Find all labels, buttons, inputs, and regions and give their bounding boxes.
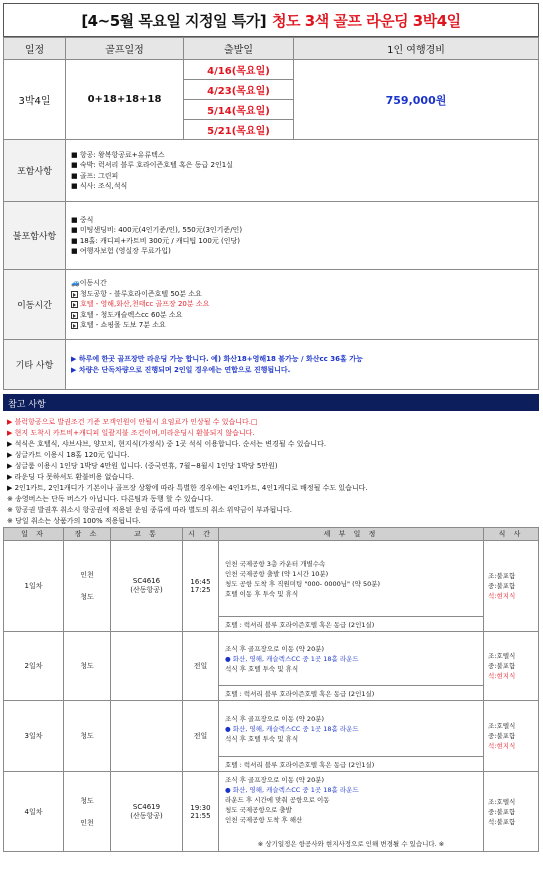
itin-meal: 조:호텔식 — [488, 797, 516, 806]
itin-hotel: 호텔 : 럭셔리 블루 호라이즌호텔 혹은 동급 (2인1실) — [219, 757, 484, 772]
departure-date: 5/21(목요일) — [184, 120, 294, 140]
title-prefix: [4~5월 목요일 지정일 특가] — [81, 11, 267, 30]
itin-meal: 석:현지식 — [488, 592, 516, 600]
itin-transport — [111, 632, 183, 701]
note-item: ▶ 석식은 호텔식, 샤브샤브, 양꼬치, 현지식(가정식) 중 1곳 석식 이용합니다. 순서는 변경될 수 있습니다. — [7, 440, 327, 448]
itinerary-table — [3, 527, 539, 852]
header-price: 1인 여행경비 — [294, 38, 539, 60]
itin-place-name: 청도 — [80, 732, 94, 740]
itinerary-row — [4, 701, 539, 757]
itin-time-value: 전일 — [193, 732, 208, 740]
itin-time — [183, 541, 219, 632]
departure-date: 4/16(목요일) — [184, 60, 294, 80]
itin-meal: 조:호텔식 — [488, 722, 516, 730]
itin-header-transport: 교 통 — [111, 528, 183, 541]
itin-place-name: 인천 — [80, 818, 94, 827]
itin-detail-line: 석식 후 호텔 투숙 및 휴식 — [225, 664, 299, 673]
itin-place — [64, 772, 111, 852]
golf-schedule: 0+18+18+18 — [66, 60, 184, 140]
itin-meal: 조:불포함 — [488, 572, 516, 580]
itin-header-detail: 세 부 일 정 — [219, 528, 484, 541]
excluded-item: ■ 중식 — [71, 215, 94, 224]
included-item: ■ 골프: 그린피 — [71, 171, 119, 180]
itin-meal: 석:현지식 — [488, 742, 516, 750]
itinerary-row — [4, 772, 539, 852]
itin-time-value: 21:55 — [190, 811, 211, 820]
page-title — [3, 3, 539, 37]
itin-place-name: 인천 — [80, 571, 94, 579]
itinerary-page — [3, 3, 539, 852]
other-item: ▶ 하루에 한곳 골프장만 라운딩 가능 합니다. 예) 화산18+영해18 불가능 / 화산cc 36홀 가능 — [71, 355, 363, 363]
included-item: ■ 항공: 왕복항공료+유류텍스 — [71, 150, 165, 159]
play-icon — [71, 322, 78, 329]
transport-content — [66, 270, 539, 340]
price: 759,000원 — [294, 60, 539, 140]
itin-place — [64, 701, 111, 772]
itin-place-name: 청도 — [80, 593, 94, 601]
header-schedule: 일정 — [4, 38, 66, 60]
itin-time-value: 17:25 — [190, 586, 211, 594]
itin-detail-line: ● 화산, 영해, 캐슬렉스CC 중 1곳 18홀 라운드 — [225, 724, 359, 733]
itin-detail-line: 조식 후 골프장으로 이동 (약 20분) — [225, 775, 325, 784]
itin-place-name: 청도 — [80, 662, 94, 670]
itin-detail-line: ● 화산, 영해, 캐슬렉스CC 중 1곳 18홀 라운드 — [225, 654, 359, 663]
itin-detail-line: 조식 후 골프장으로 이동 (약 20분) — [225, 644, 325, 653]
itin-hotel: 호텔 : 럭셔리 블루 호라이즌호텔 혹은 동급 (2인1실) — [219, 686, 484, 701]
other-label: 기타 사항 — [4, 340, 66, 390]
note-item: ※ 송영버스는 단독 버스가 아닙니다. 다른팀과 동행 할 수 있습니다. — [7, 495, 214, 503]
itin-meal: 중:불포함 — [488, 662, 516, 670]
other-content — [66, 340, 539, 390]
itin-meals — [484, 541, 539, 632]
excluded-item: ■ 18홀: 캐디피+카트비 300元 / 캐디팁 100元 (인당) — [71, 236, 241, 245]
departure-date: 4/23(목요일) — [184, 80, 294, 100]
itin-hotel: 호텔 : 럭셔리 블루 호라이즌호텔 혹은 동급 (2인1실) — [219, 617, 484, 632]
note-item: ※ 항공권 발권후 취소시 항공권에 적용된 운임 종류에 따라 별도의 취소 위약금이 부과됩니다. — [7, 506, 292, 514]
itinerary-footnote: ※ 상기일정은 항공사와 현지사정으로 인해 변경될 수 있습니다. ※ — [257, 839, 445, 848]
duration: 3박4일 — [4, 60, 66, 140]
itin-detail-line: 인천 국제공항 3층 카운터 개별수속 — [225, 559, 326, 568]
included-item: ■ 식사: 조식,석식 — [71, 182, 128, 190]
included-content — [66, 140, 539, 202]
itin-flight: SC4619 — [132, 802, 161, 811]
itin-header-meal: 식 사 — [484, 528, 539, 541]
itin-meals — [484, 701, 539, 772]
transport-heading: 🚙이동시간 — [71, 279, 107, 288]
itin-place — [64, 541, 111, 632]
included-label: 포함사항 — [4, 140, 66, 202]
itin-flight: SC4616 — [132, 577, 161, 585]
itin-day: 2일차 — [4, 632, 64, 701]
title-highlight: 청도 3색 골프 라운딩 3박4일 — [272, 11, 461, 30]
itin-meal: 조:호텔식 — [488, 652, 516, 660]
itin-detail-line: 청도 공항 도착 후 직원미팅 "000- 0000님" (약 50분) — [225, 579, 381, 588]
other-item: ▶ 차량은 단독차량으로 진행되며 2인일 경우에는 연합으로 진행됩니다. — [71, 365, 291, 374]
play-icon — [71, 291, 78, 298]
itin-meal: 중:불포함 — [488, 732, 516, 740]
excluded-item: ■ 여행자보험 (영실장 무료가입) — [71, 247, 171, 255]
note-item: ▶ 라운딩 다 못하셔도 환불비용 없습니다. — [7, 473, 134, 481]
included-item: ■ 숙박: 럭셔리 블루 호라이즌호텔 혹은 동급 2인1실 — [71, 161, 233, 169]
header-departure: 출발일 — [184, 38, 294, 60]
note-item: ▶ 싱글룸 이용시 1인당 1박당 4만원 입니다. (중국연휴, 7월~8월시 1인당 1박당 5만원) — [7, 462, 278, 470]
itin-detail-line: ● 화산, 영해, 캐슬렉스CC 중 1곳 18홀 라운드 — [225, 785, 359, 794]
itinerary-row — [4, 541, 539, 617]
transport-item: 호텔 - 쇼핑몰 도보 7분 소요 — [71, 320, 533, 331]
itin-detail-line: 청도 국제공항으로 출발 — [225, 805, 292, 814]
itin-meal: 중:불포함 — [488, 807, 516, 816]
note-item: ▶ 싱글카트 이용시 18홀 120元 입니다. — [7, 451, 130, 459]
itin-header-day: 일 자 — [4, 528, 64, 541]
itin-place — [64, 632, 111, 701]
itin-meal: 석:현지식 — [488, 672, 516, 680]
itin-time — [183, 701, 219, 772]
itin-header-time: 시 간 — [183, 528, 219, 541]
play-icon — [71, 301, 78, 308]
notes-header: 참고 사항 — [3, 394, 539, 411]
itin-time-value: 전일 — [193, 662, 208, 670]
itin-time-value: 19:30 — [190, 803, 211, 812]
itin-meals — [484, 632, 539, 701]
excluded-item: ■ 미팅샌딩비: 400元(4인기준/인), 550元(3인기준/인) — [71, 226, 243, 234]
transport-item: 청도공항 - 블루호라이즌호텔 50분 소요 — [71, 289, 533, 300]
itin-detail-line: 석식 후 호텔 투숙 및 휴식 — [225, 734, 299, 743]
itin-transport — [111, 772, 183, 852]
transport-item: 호텔 - 영해,화산,천태cc 골프장 20분 소요 — [71, 299, 533, 310]
itin-flight: (산동항공) — [130, 811, 163, 820]
itin-detail-line: 인천 국제공항 출발 (약 1시간 10분) — [225, 569, 329, 578]
itin-day: 3일차 — [4, 701, 64, 772]
note-item: ▶ 현지 도착시 카트비+캐디피 일괄지불 조건이며,미라운딩시 환불되지 않습니다. — [7, 429, 255, 437]
note-item: ※ 당일 취소는 상품가의 100% 적용됩니다. — [7, 517, 141, 525]
itin-transport — [111, 541, 183, 632]
itin-meals — [484, 772, 539, 852]
play-icon — [71, 312, 78, 319]
notes-list — [3, 411, 539, 527]
itin-time — [183, 632, 219, 701]
itin-detail-line: 호텔 이동 후 투숙 및 휴식 — [225, 589, 299, 598]
itin-detail-line: 조식 후 골프장으로 이동 (약 20분) — [225, 714, 325, 723]
transport-item: 호텔 - 청도캐슬렉스cc 60분 소요 — [71, 310, 533, 321]
itin-transport — [111, 701, 183, 772]
note-item: ▶ 2인1카트, 2인1캐디가 기본이나 골프장 상황에 따라 특별한 경우에는 4인1카트, 4인1캐디로 배정될 수도 있습니다. — [7, 484, 368, 492]
itin-day: 4일차 — [4, 772, 64, 852]
itin-time — [183, 772, 219, 852]
excluded-content — [66, 202, 539, 270]
itin-flight: (산동항공) — [130, 586, 163, 594]
excluded-label: 불포함사항 — [4, 202, 66, 270]
itin-detail — [219, 632, 484, 686]
departure-date: 5/14(목요일) — [184, 100, 294, 120]
itin-detail — [219, 772, 484, 852]
summary-table — [3, 37, 539, 390]
note-item: ▶ 블럭항공으로 발권조건 기준 모객인원이 안될시 요임료가 인상될 수 있습니다.□ — [7, 418, 258, 426]
itin-meal: 중:불포함 — [488, 582, 516, 590]
itin-time-value: 16:45 — [190, 578, 211, 586]
transport-label: 이동시간 — [4, 270, 66, 340]
itinerary-row — [4, 632, 539, 686]
itin-detail-line: 라운드 후 시간에 맞춰 공항으로 이동 — [225, 795, 330, 804]
itin-header-place: 장 소 — [64, 528, 111, 541]
itin-detail-line: 인천 국제공항 도착 후 해산 — [225, 815, 303, 824]
itin-detail — [219, 541, 484, 617]
itin-place-name: 청도 — [80, 796, 94, 805]
header-golf: 골프일정 — [66, 38, 184, 60]
itin-detail — [219, 701, 484, 757]
itin-day: 1일차 — [4, 541, 64, 632]
itin-meal: 석:불포함 — [488, 817, 516, 826]
